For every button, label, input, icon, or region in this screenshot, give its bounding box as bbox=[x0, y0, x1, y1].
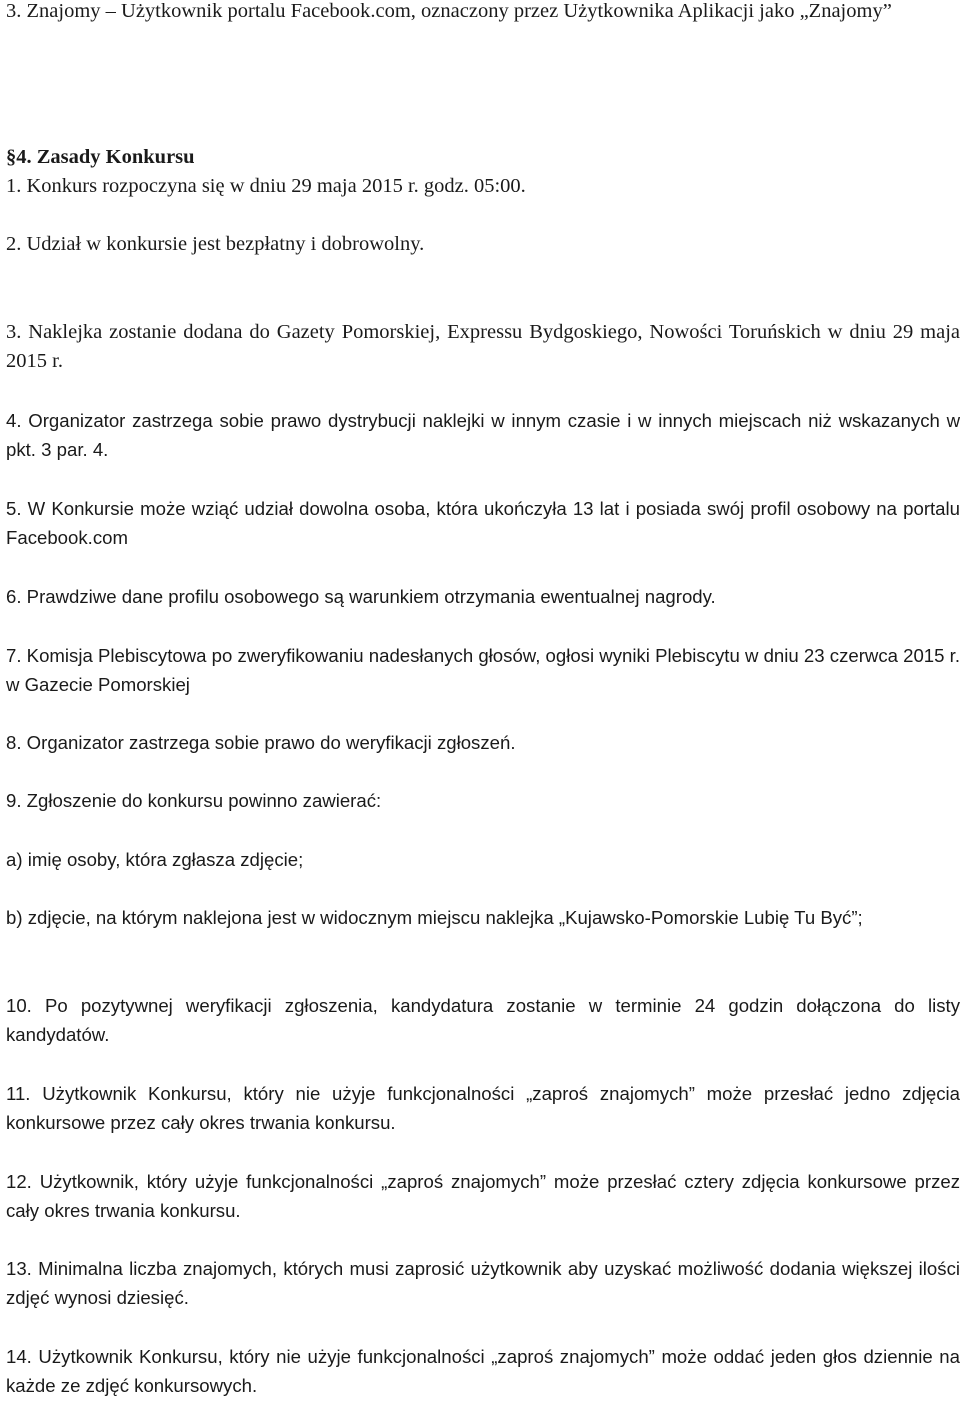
rule-3: 3. Naklejka zostanie dodana do Gazety Pomorskiej, Expressu Bydgoskiego, Nowości Toruńskich w dniu 29 maja 2015 r. bbox=[6, 321, 960, 372]
rule-4: 4. Organizator zastrzega sobie prawo dystrybucji naklejki w innym czasie i w innych miejscach niż wskazanych w pkt. 3 par. 4. bbox=[6, 410, 960, 460]
rule-5: 5. W Konkursie może wziąć udział dowolna osoba, która ukończyła 13 lat i posiada swój profil osobowy na portalu Facebook.com bbox=[6, 498, 960, 548]
rule-2: 2. Udział w konkursie jest bezpłatny i dobrowolny. bbox=[6, 233, 425, 255]
rule-1: 1. Konkurs rozpoczyna się w dniu 29 maja 2015 r. godz. 05:00. bbox=[6, 175, 526, 197]
rule-10: 10. Po pozytywnej weryfikacji zgłoszenia, kandydatura zostanie w terminie 24 godzin dołączona do listy kandydatów. bbox=[6, 995, 960, 1045]
rule-6: 6. Prawdziwe dane profilu osobowego są warunkiem otrzymania ewentualnej nagrody. bbox=[6, 586, 716, 607]
rule-7: 7. Komisja Plebiscytowa po zweryfikowaniu nadesłanych głosów, ogłosi wyniki Plebiscytu w dniu 23 czerwca 2015 r. w Gazecie Pomorskiej bbox=[6, 645, 960, 695]
rule-9-item-a: a) imię osoby, która zgłasza zdjęcie; bbox=[6, 849, 304, 870]
rule-11: 11. Użytkownik Konkursu, który nie użyje funkcjonalności „zaproś znajomych” może przesłać jedno zdjęcia konkursowe przez cały okres trwania konkursu. bbox=[6, 1083, 960, 1133]
definition-paragraph-3: 3. Znajomy – Użytkownik portalu Facebook.com, oznaczony przez Użytkownika Aplikacji jako „Znajomy” bbox=[6, 0, 892, 22]
rule-13: 13. Minimalna liczba znajomych, których musi zaprosić użytkownik aby uzyskać możliwość dodania większej ilości zdjęć wynosi dziesięć. bbox=[6, 1258, 960, 1308]
rule-14: 14. Użytkownik Konkursu, który nie użyje funkcjonalności „zaproś znajomych” może oddać jeden głos dziennie na każde ze zdjęć konkursowych. bbox=[6, 1346, 960, 1396]
rule-12: 12. Użytkownik, który użyje funkcjonalności „zaproś znajomych” może przesłać cztery zdjęcia konkursowe przez cały okres trwania konkursu. bbox=[6, 1171, 960, 1221]
rule-9-item-b: b) zdjęcie, na którym naklejona jest w widocznym miejscu naklejka „Kujawsko-Pomorskie Lubię Tu Być”; bbox=[6, 907, 863, 928]
rule-9: 9. Zgłoszenie do konkursu powinno zawierać: bbox=[6, 790, 382, 811]
section-heading: §4. Zasady Konkursu bbox=[6, 146, 195, 168]
rule-8: 8. Organizator zastrzega sobie prawo do weryfikacji zgłoszeń. bbox=[6, 732, 516, 753]
